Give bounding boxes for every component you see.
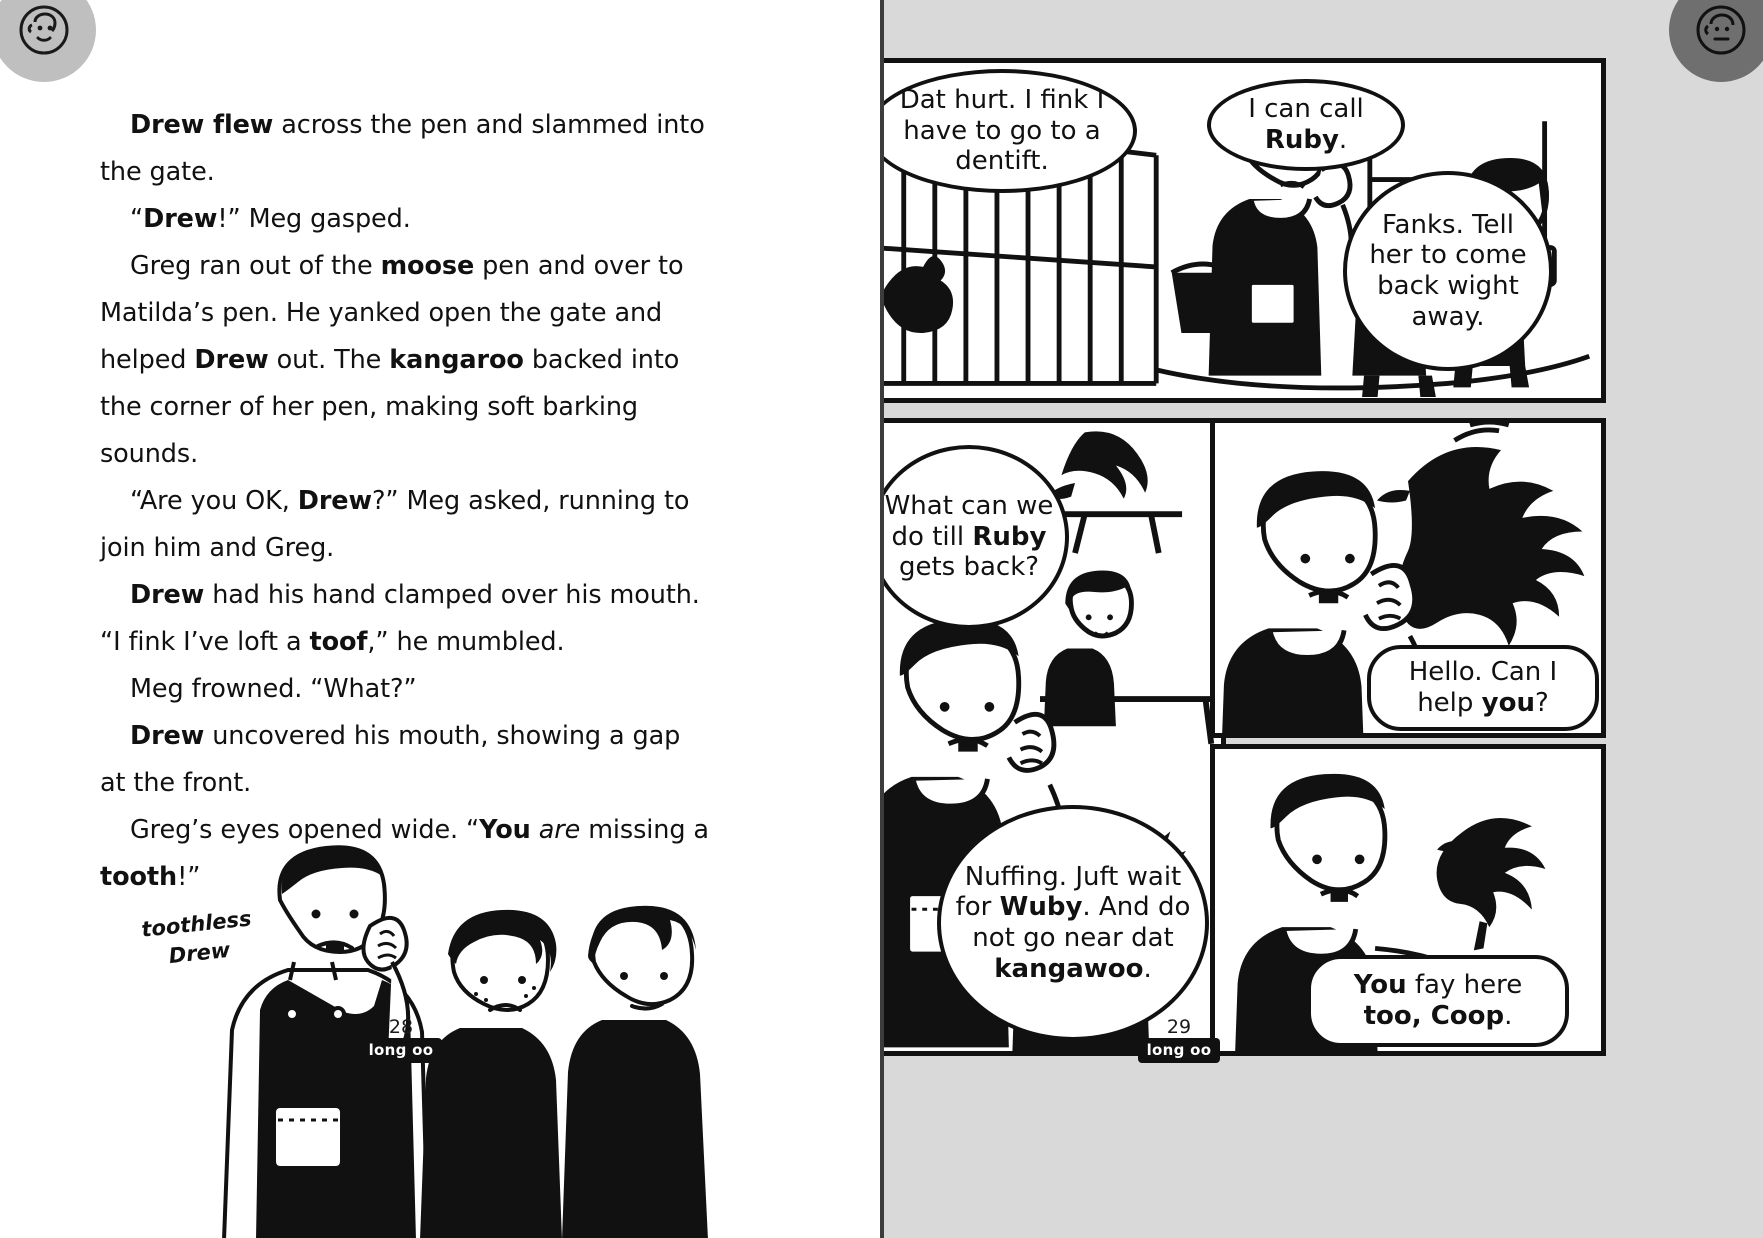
phonics-tag: long oo [360, 1038, 442, 1063]
speech-bubble-5: Nuffing. Juft wait for Wuby. And do not go near dat kangawoo. [937, 805, 1209, 1041]
speech-bubble-7: You fay here too, Coop. [1307, 955, 1569, 1047]
speech-bubble-1: Dat hurt. I fink I have to go to a dentift. [884, 69, 1137, 193]
speech-bubble-6: Hello. Can I help you? [1367, 645, 1599, 731]
paragraph: “Are you OK, Drew?” Meg asked, running to join him and Greg. [100, 486, 690, 563]
speech-bubble-4: What can we do till Ruby gets back? [884, 445, 1069, 629]
speech-bubble-2: I can call Ruby. [1207, 79, 1405, 171]
paragraph: Greg’s eyes opened wide. “You are missing a tooth!” [100, 815, 709, 892]
phonics-tag: long oo [1138, 1038, 1220, 1063]
comic-panel-2 [884, 418, 1226, 1056]
paragraph: Drew uncovered his mouth, showing a gap at the front. [100, 721, 681, 798]
story-text [100, 102, 710, 901]
page-tab-left [360, 1016, 442, 1063]
illustration-caption: toothless Drew [140, 906, 253, 969]
paragraph: Drew had his hand clamped over his mouth. “I fink I’ve loft a toof,” he mumbled. [100, 580, 700, 657]
page-number: 29 [1166, 1016, 1192, 1038]
paragraph: Meg frowned. “What?” [130, 674, 417, 704]
speech-bubble-3: Fanks. Tell her to come back wight away. [1343, 171, 1553, 371]
reader-face-icon [1669, 0, 1763, 82]
paragraph: “Drew!” Meg gasped. [130, 204, 411, 234]
page-number: 28 [388, 1016, 414, 1038]
reader-face-icon [0, 0, 96, 82]
paragraph: Drew flew across the pen and slammed into the gate. [100, 110, 705, 187]
right-page [884, 0, 1763, 1238]
comic-panel-4 [1210, 744, 1606, 1056]
paragraph: Greg ran out of the moose pen and over to Matilda’s pen. He yanked open the gate and helped Drew out. The kangaroo backed into the corner of her pen, making soft barking sounds. [100, 251, 684, 469]
comic-panel-3 [1210, 418, 1606, 738]
page-tab-right [1138, 1016, 1220, 1063]
left-page [0, 0, 880, 1238]
comic-panel-1 [884, 58, 1606, 403]
illustration-three-kids [170, 830, 730, 1238]
